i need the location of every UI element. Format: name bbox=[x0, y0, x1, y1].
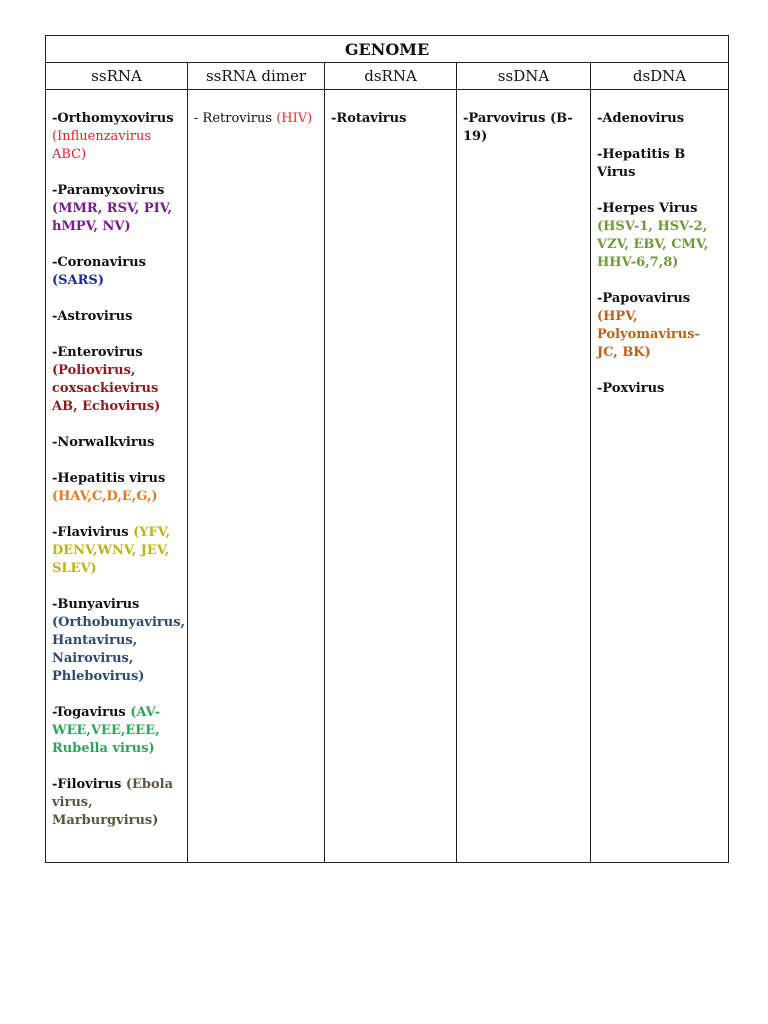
virus-family-name: -Togavirus bbox=[52, 705, 126, 720]
virus-entry bbox=[52, 254, 182, 290]
virus-entry bbox=[52, 596, 186, 686]
virus-family-name: -Parvovirus bbox=[463, 111, 546, 126]
virus-entry bbox=[52, 776, 182, 830]
virus-entry bbox=[597, 200, 723, 272]
virus-family-name: -Norwalkvirus bbox=[52, 435, 155, 450]
virus-family-name: -Filovirus bbox=[52, 777, 122, 792]
virus-examples: (Influenzavirus ABC) bbox=[52, 129, 152, 162]
virus-entry bbox=[52, 470, 182, 506]
virus-entry bbox=[52, 182, 182, 236]
genome-table bbox=[45, 35, 729, 863]
virus-family-name: -Paramyxovirus bbox=[52, 183, 165, 198]
column-header-dsdna: dsDNA bbox=[591, 63, 729, 90]
virus-entry bbox=[597, 380, 723, 398]
virus-family-name: -Coronavirus bbox=[52, 255, 146, 270]
column-cell-ssrna-dimer bbox=[188, 90, 325, 863]
virus-examples: (HAV,C,D,E,G,) bbox=[52, 489, 158, 504]
virus-family-name: -Enterovirus bbox=[52, 345, 143, 360]
virus-examples: (HPV, Polyomavirus- JC, BK) bbox=[597, 309, 700, 360]
virus-examples: (Ebola virus, Marburgvirus) bbox=[52, 777, 174, 828]
virus-entry bbox=[52, 110, 182, 164]
virus-entry bbox=[52, 704, 182, 758]
virus-entry bbox=[597, 146, 723, 182]
virus-examples: (YFV, DENV,WNV, JEV, SLEV) bbox=[52, 525, 171, 576]
virus-examples: (Orthobunyavirus, Hantavirus, Nairovirus, Phlebovirus) bbox=[52, 615, 186, 684]
virus-entry bbox=[463, 110, 585, 146]
virus-family-name: -Astrovirus bbox=[52, 309, 133, 324]
column-cell-ssrna bbox=[46, 90, 188, 863]
virus-family-name: - Retrovirus bbox=[194, 111, 273, 126]
column-header-ssrna-dimer: ssRNA dimer bbox=[188, 63, 325, 90]
virus-entry bbox=[597, 290, 723, 362]
virus-examples: (B-19) bbox=[463, 111, 573, 144]
virus-examples: (Poliovirus, coxsackievirus AB, Echovirus) bbox=[52, 363, 161, 414]
virus-family-name: -Orthomyxovirus bbox=[52, 111, 174, 126]
virus-entry bbox=[597, 110, 723, 128]
virus-entry bbox=[52, 524, 182, 578]
virus-examples: (MMR, RSV, PIV, hMPV, NV) bbox=[52, 201, 173, 234]
virus-family-name: -Hepatitis B Virus bbox=[597, 147, 686, 180]
virus-entry bbox=[331, 110, 451, 128]
column-header-ssrna: ssRNA bbox=[46, 63, 188, 90]
virus-examples: (HIV) bbox=[276, 111, 313, 126]
virus-entry bbox=[194, 110, 319, 128]
virus-family-name: -Herpes Virus bbox=[597, 201, 698, 216]
column-cell-dsrna bbox=[325, 90, 457, 863]
virus-examples: (HSV-1, HSV-2, VZV, EBV, CMV, HHV-6,7,8) bbox=[597, 219, 709, 270]
virus-family-name: -Rotavirus bbox=[331, 111, 407, 126]
virus-entry bbox=[52, 344, 182, 416]
table-title: GENOME bbox=[46, 36, 729, 63]
virus-family-name: -Adenovirus bbox=[597, 111, 685, 126]
virus-examples: (AV-WEE,VEE,EEE, Rubella virus) bbox=[52, 705, 161, 756]
column-header-dsrna: dsRNA bbox=[325, 63, 457, 90]
column-cell-ssdna bbox=[457, 90, 591, 863]
column-header-ssdna: ssDNA bbox=[457, 63, 591, 90]
virus-entry bbox=[52, 308, 182, 326]
virus-family-name: -Papovavirus bbox=[597, 291, 691, 306]
virus-family-name: -Hepatitis virus bbox=[52, 471, 166, 486]
virus-family-name: -Flavivirus bbox=[52, 525, 129, 540]
column-cell-dsdna bbox=[591, 90, 729, 863]
virus-family-name: -Bunyavirus bbox=[52, 597, 140, 612]
virus-family-name: -Poxvirus bbox=[597, 381, 665, 396]
virus-examples: (SARS) bbox=[52, 273, 104, 288]
virus-entry bbox=[52, 434, 182, 452]
